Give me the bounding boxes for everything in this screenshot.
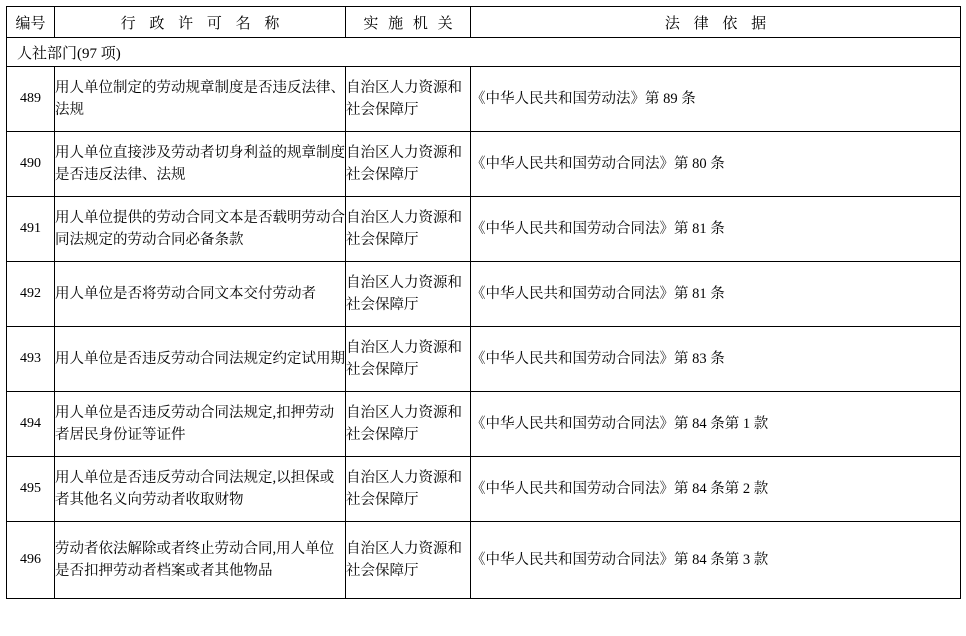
cell-license-name: 用人单位是否将劳动合同文本交付劳动者: [55, 262, 346, 327]
table-header-row: [7, 7, 961, 38]
table-row: [7, 327, 961, 392]
cell-implementing-agency: 自治区人力资源和社会保障厅: [346, 522, 471, 599]
cell-implementing-agency: 自治区人力资源和社会保障厅: [346, 67, 471, 132]
cell-legal-basis: 《中华人民共和国劳动合同法》第 84 条第 2 款: [471, 457, 961, 522]
cell-legal-basis: 《中华人民共和国劳动合同法》第 83 条: [471, 327, 961, 392]
cell-implementing-agency: 自治区人力资源和社会保障厅: [346, 327, 471, 392]
cell-id: 495: [7, 457, 55, 522]
cell-implementing-agency: 自治区人力资源和社会保障厅: [346, 132, 471, 197]
cell-id: 489: [7, 67, 55, 132]
cell-implementing-agency: 自治区人力资源和社会保障厅: [346, 197, 471, 262]
cell-id: 496: [7, 522, 55, 599]
section-row: [7, 38, 961, 67]
table-row: [7, 67, 961, 132]
cell-id: 492: [7, 262, 55, 327]
cell-legal-basis: 《中华人民共和国劳动合同法》第 84 条第 3 款: [471, 522, 961, 599]
cell-id: 493: [7, 327, 55, 392]
cell-implementing-agency: 自治区人力资源和社会保障厅: [346, 262, 471, 327]
section-label: 人社部门(97 项): [7, 38, 961, 67]
cell-implementing-agency: 自治区人力资源和社会保障厅: [346, 392, 471, 457]
column-header-id: 编号: [7, 7, 55, 38]
table-row: [7, 457, 961, 522]
cell-legal-basis: 《中华人民共和国劳动合同法》第 81 条: [471, 262, 961, 327]
cell-license-name: 用人单位提供的劳动合同文本是否载明劳动合同法规定的劳动合同必备条款: [55, 197, 346, 262]
table-row: [7, 262, 961, 327]
cell-license-name: 劳动者依法解除或者终止劳动合同,用人单位是否扣押劳动者档案或者其他物品: [55, 522, 346, 599]
administrative-license-table: [6, 6, 961, 599]
column-header-name: 行 政 许 可 名 称: [55, 7, 346, 38]
cell-legal-basis: 《中华人民共和国劳动法》第 89 条: [471, 67, 961, 132]
cell-license-name: 用人单位直接涉及劳动者切身利益的规章制度是否违反法律、法规: [55, 132, 346, 197]
column-header-law: 法 律 依 据: [471, 7, 961, 38]
column-header-org: 实 施 机 关: [346, 7, 471, 38]
cell-license-name: 用人单位制定的劳动规章制度是否违反法律、法规: [55, 67, 346, 132]
table-row: [7, 392, 961, 457]
table-row: [7, 132, 961, 197]
cell-id: 490: [7, 132, 55, 197]
cell-legal-basis: 《中华人民共和国劳动合同法》第 80 条: [471, 132, 961, 197]
cell-id: 494: [7, 392, 55, 457]
table-body: [7, 38, 961, 599]
cell-legal-basis: 《中华人民共和国劳动合同法》第 81 条: [471, 197, 961, 262]
table-row: [7, 197, 961, 262]
table-header: [7, 7, 961, 38]
table-row: [7, 522, 961, 599]
cell-legal-basis: 《中华人民共和国劳动合同法》第 84 条第 1 款: [471, 392, 961, 457]
cell-license-name: 用人单位是否违反劳动合同法规定,扣押劳动者居民身份证等证件: [55, 392, 346, 457]
cell-license-name: 用人单位是否违反劳动合同法规定,以担保或者其他名义向劳动者收取财物: [55, 457, 346, 522]
cell-implementing-agency: 自治区人力资源和社会保障厅: [346, 457, 471, 522]
cell-id: 491: [7, 197, 55, 262]
cell-license-name: 用人单位是否违反劳动合同法规定约定试用期: [55, 327, 346, 392]
